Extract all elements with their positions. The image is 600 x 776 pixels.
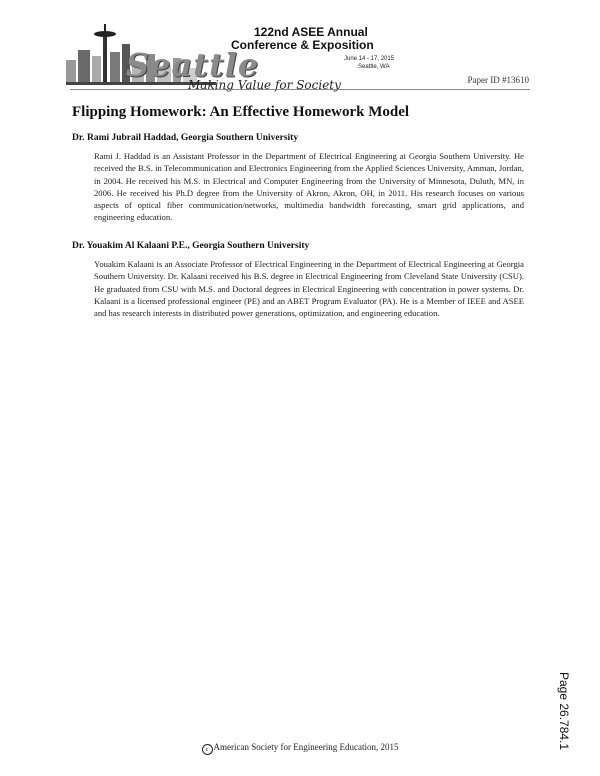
- conference-title-line1: 122nd ASEE Annual: [254, 25, 368, 39]
- author-bio-1: Rami J. Haddad is an Assistant Professor in the Department of Electrical Engineering at Georgia Southern University. He received the B.S. in Telecommunication and Electronics Engineering from the Applied Sciences University, Amman, Jordan, in 2004. He received his M.S. in Electrical and Computer Engineering from the University of Minnesota, Duluth, MN, in 2006. He received his Ph.D degree from the University of Akron, Akron, OH, in 2011. His research focuses on various aspects of optical fiber communication/networks, multimedia bandwidth forecasting, smart grid applications, and engineering education.: [94, 151, 524, 223]
- conference-header: [66, 22, 536, 92]
- copyright-text: American Society for Engineering Education, 2015: [213, 742, 399, 752]
- conference-tagline: Making Value for Society: [188, 78, 341, 92]
- conference-date-range: June 14 - 17, 2015: [344, 56, 395, 62]
- paper-title: Flipping Homework: An Effective Homework Model: [72, 104, 410, 120]
- conference-location: Seattle, WA: [358, 64, 390, 70]
- author-name-2: Dr. Youakim Al Kalaani P.E., Georgia Southern University: [72, 241, 310, 251]
- conference-title-line2: Conference & Exposition: [231, 38, 374, 52]
- header-divider: [70, 89, 530, 90]
- conference-title: [231, 26, 374, 52]
- paper-id: Paper ID #13610: [467, 75, 529, 85]
- author-name-1: Dr. Rami Jubrail Haddad, Georgia Southern University: [72, 133, 299, 143]
- page-number: Page 26.784.1: [557, 672, 571, 751]
- author-bio-2: Youakim Kalaani is an Associate Professor of Electrical Engineering in the Department of Electrical Engineering at Georgia Southern University. Dr. Kalaani received his B.S. degree in Electrical Engineering from Cleveland State University (CSU). He graduated from CSU with M.S. and Doctoral degrees in Electrical Engineering with concentration in power systems. Dr. Kalaani is a licensed professional engineer (PE) and an ABET Program Evaluator (PA). He is a Member of IEEE and ASEE and has research interests in distributed power generations, optimization, and engineering education.: [94, 259, 524, 319]
- conference-dates: [344, 55, 394, 71]
- copyright-icon: c: [202, 744, 213, 755]
- copyright-footer: [0, 742, 600, 755]
- seattle-logo-text: Seattle: [126, 46, 260, 84]
